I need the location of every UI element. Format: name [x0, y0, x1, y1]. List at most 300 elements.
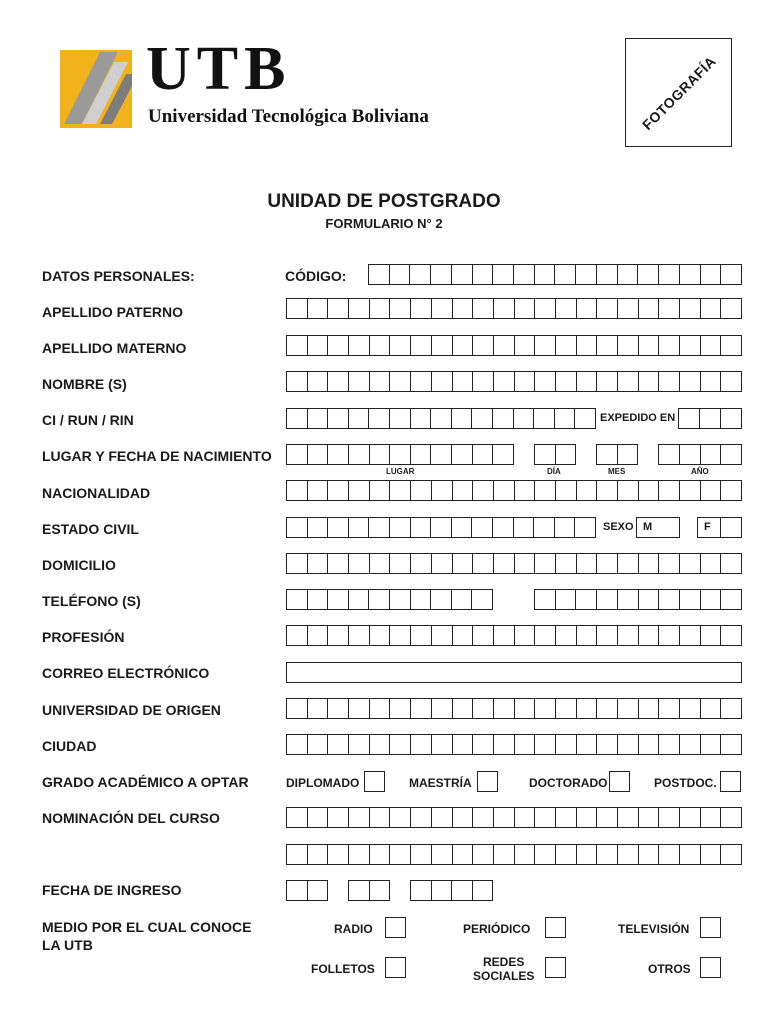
- dia-boxes[interactable]: [534, 444, 576, 465]
- box-cell[interactable]: [390, 480, 411, 501]
- box-cell[interactable]: [432, 625, 453, 646]
- telefono-1-boxes[interactable]: [286, 589, 493, 610]
- box-cell[interactable]: [556, 371, 577, 392]
- folletos-checkbox[interactable]: [385, 957, 406, 978]
- box-cell[interactable]: [453, 335, 474, 356]
- box-cell[interactable]: [597, 264, 618, 285]
- box-cell[interactable]: [639, 335, 660, 356]
- box-cell[interactable]: [515, 371, 536, 392]
- box-cell[interactable]: [349, 335, 370, 356]
- sexo-f-box[interactable]: [720, 517, 742, 538]
- box-cell[interactable]: [308, 553, 329, 574]
- box-cell[interactable]: [556, 844, 577, 865]
- box-cell[interactable]: [432, 698, 453, 719]
- box-cell[interactable]: [349, 880, 370, 901]
- codigo-boxes[interactable]: [368, 264, 742, 285]
- box-cell[interactable]: [494, 844, 515, 865]
- box-cell[interactable]: [453, 553, 474, 574]
- box-cell[interactable]: [431, 264, 452, 285]
- box-cell[interactable]: [453, 298, 474, 319]
- box-cell[interactable]: [287, 335, 308, 356]
- box-cell[interactable]: [555, 408, 576, 429]
- box-cell[interactable]: [721, 335, 742, 356]
- box-cell[interactable]: [370, 807, 391, 828]
- box-cell[interactable]: [308, 480, 329, 501]
- box-cell[interactable]: [370, 444, 391, 465]
- box-cell[interactable]: [638, 264, 659, 285]
- ingreso-dia-boxes[interactable]: [286, 880, 328, 901]
- box-cell[interactable]: [515, 807, 536, 828]
- box-cell[interactable]: [432, 371, 453, 392]
- box-cell[interactable]: [493, 444, 514, 465]
- profesion-boxes[interactable]: [286, 625, 742, 646]
- box-cell[interactable]: [597, 844, 618, 865]
- box-cell[interactable]: [390, 408, 411, 429]
- box-cell[interactable]: [701, 625, 722, 646]
- box-cell[interactable]: [410, 264, 431, 285]
- box-cell[interactable]: [701, 734, 722, 755]
- box-cell[interactable]: [721, 807, 742, 828]
- box-cell[interactable]: [349, 698, 370, 719]
- box-cell[interactable]: [535, 371, 556, 392]
- box-cell[interactable]: [701, 844, 722, 865]
- box-cell[interactable]: [680, 371, 701, 392]
- box-cell[interactable]: [370, 335, 391, 356]
- box-cell[interactable]: [473, 371, 494, 392]
- correo-field[interactable]: [286, 662, 742, 683]
- box-cell[interactable]: [659, 807, 680, 828]
- box-cell[interactable]: [349, 444, 370, 465]
- photo-box[interactable]: [625, 38, 732, 147]
- box-cell[interactable]: [432, 807, 453, 828]
- box-cell[interactable]: [659, 589, 680, 610]
- box-cell[interactable]: [575, 408, 596, 429]
- box-cell[interactable]: [473, 734, 494, 755]
- box-cell[interactable]: [411, 625, 432, 646]
- box-cell[interactable]: [535, 335, 556, 356]
- box-cell[interactable]: [556, 444, 577, 465]
- box-cell[interactable]: [577, 480, 598, 501]
- box-cell[interactable]: [597, 480, 618, 501]
- box-cell[interactable]: [432, 880, 453, 901]
- box-cell[interactable]: [411, 698, 432, 719]
- box-cell[interactable]: [721, 589, 742, 610]
- box-cell[interactable]: [287, 734, 308, 755]
- box-cell[interactable]: [473, 807, 494, 828]
- box-cell[interactable]: [535, 698, 556, 719]
- box-cell[interactable]: [453, 698, 474, 719]
- box-cell[interactable]: [308, 517, 329, 538]
- box-cell[interactable]: [701, 553, 722, 574]
- box-cell[interactable]: [577, 807, 598, 828]
- box-cell[interactable]: [618, 298, 639, 319]
- box-cell[interactable]: [577, 371, 598, 392]
- box-cell[interactable]: [701, 480, 722, 501]
- box-cell[interactable]: [514, 264, 535, 285]
- box-cell[interactable]: [618, 371, 639, 392]
- box-cell[interactable]: [473, 264, 494, 285]
- box-cell[interactable]: [535, 480, 556, 501]
- box-cell[interactable]: [308, 408, 329, 429]
- box-cell[interactable]: [721, 625, 742, 646]
- box-cell[interactable]: [618, 264, 639, 285]
- box-cell[interactable]: [411, 408, 432, 429]
- box-cell[interactable]: [308, 625, 329, 646]
- box-cell[interactable]: [515, 625, 536, 646]
- ci-boxes[interactable]: [286, 408, 596, 429]
- box-cell[interactable]: [328, 298, 349, 319]
- box-cell[interactable]: [556, 335, 577, 356]
- box-cell[interactable]: [308, 444, 329, 465]
- box-cell[interactable]: [639, 625, 660, 646]
- box-cell[interactable]: [473, 880, 494, 901]
- box-cell[interactable]: [287, 444, 308, 465]
- box-cell[interactable]: [534, 517, 555, 538]
- sexo-m-box[interactable]: [636, 517, 680, 538]
- box-cell[interactable]: [556, 589, 577, 610]
- box-cell[interactable]: [618, 844, 639, 865]
- box-cell[interactable]: [453, 844, 474, 865]
- lugar-boxes[interactable]: [286, 444, 514, 465]
- box-cell[interactable]: [287, 589, 308, 610]
- box-cell[interactable]: [639, 553, 660, 574]
- box-cell[interactable]: [452, 444, 473, 465]
- box-cell[interactable]: [701, 298, 722, 319]
- box-cell[interactable]: [432, 335, 453, 356]
- universidad-origen-boxes[interactable]: [286, 698, 742, 719]
- box-cell[interactable]: [328, 807, 349, 828]
- box-cell[interactable]: [431, 408, 452, 429]
- box-cell[interactable]: [411, 480, 432, 501]
- expedido-en-boxes[interactable]: [678, 408, 742, 429]
- box-cell[interactable]: [680, 264, 701, 285]
- box-cell[interactable]: [370, 298, 391, 319]
- box-cell[interactable]: [390, 589, 411, 610]
- box-cell[interactable]: [494, 734, 515, 755]
- diplomado-checkbox[interactable]: [364, 771, 385, 792]
- box-cell[interactable]: [701, 589, 722, 610]
- box-cell[interactable]: [535, 589, 556, 610]
- box-cell[interactable]: [390, 517, 411, 538]
- box-cell[interactable]: [369, 264, 390, 285]
- box-cell[interactable]: [472, 517, 493, 538]
- box-cell[interactable]: [514, 517, 535, 538]
- box-cell[interactable]: [597, 553, 618, 574]
- box-cell[interactable]: [535, 264, 556, 285]
- box-cell[interactable]: [701, 698, 722, 719]
- box-cell[interactable]: [680, 298, 701, 319]
- box-cell[interactable]: [577, 844, 598, 865]
- box-cell[interactable]: [432, 480, 453, 501]
- box-cell[interactable]: [370, 480, 391, 501]
- box-cell[interactable]: [577, 734, 598, 755]
- box-cell[interactable]: [535, 625, 556, 646]
- box-cell[interactable]: [556, 298, 577, 319]
- box-cell[interactable]: [308, 335, 329, 356]
- box-cell[interactable]: [287, 698, 308, 719]
- box-cell[interactable]: [556, 734, 577, 755]
- box-cell[interactable]: [618, 589, 639, 610]
- box-cell[interactable]: [328, 553, 349, 574]
- box-cell[interactable]: [659, 444, 680, 465]
- apellido-materno-boxes[interactable]: [286, 335, 742, 356]
- box-cell[interactable]: [369, 408, 390, 429]
- box-cell[interactable]: [308, 298, 329, 319]
- box-cell[interactable]: [680, 698, 701, 719]
- box-cell[interactable]: [453, 807, 474, 828]
- box-cell[interactable]: [328, 408, 349, 429]
- box-cell[interactable]: [639, 807, 660, 828]
- box-cell[interactable]: [701, 444, 722, 465]
- box-cell[interactable]: [473, 444, 494, 465]
- redes-sociales-checkbox[interactable]: [545, 957, 566, 978]
- box-cell[interactable]: [494, 335, 515, 356]
- box-cell[interactable]: [618, 625, 639, 646]
- box-cell[interactable]: [556, 553, 577, 574]
- box-cell[interactable]: [370, 880, 391, 901]
- box-cell[interactable]: [287, 480, 308, 501]
- box-cell[interactable]: [577, 625, 598, 646]
- box-cell[interactable]: [515, 335, 536, 356]
- box-cell[interactable]: [370, 844, 391, 865]
- box-cell[interactable]: [535, 553, 556, 574]
- box-cell[interactable]: [494, 807, 515, 828]
- box-cell[interactable]: [555, 517, 576, 538]
- box-cell[interactable]: [597, 807, 618, 828]
- box-cell[interactable]: [349, 553, 370, 574]
- box-cell[interactable]: [515, 734, 536, 755]
- nombre-boxes[interactable]: [286, 371, 742, 392]
- box-cell[interactable]: [390, 553, 411, 574]
- box-cell[interactable]: [577, 553, 598, 574]
- box-cell[interactable]: [390, 264, 411, 285]
- box-cell[interactable]: [659, 335, 680, 356]
- box-cell[interactable]: [721, 844, 742, 865]
- box-cell[interactable]: [721, 298, 742, 319]
- box-cell[interactable]: [370, 371, 391, 392]
- box-cell[interactable]: [370, 734, 391, 755]
- anio-boxes[interactable]: [658, 444, 742, 465]
- box-cell[interactable]: [287, 880, 308, 901]
- box-cell[interactable]: [680, 480, 701, 501]
- box-cell[interactable]: [494, 698, 515, 719]
- box-cell[interactable]: [369, 517, 390, 538]
- box-cell[interactable]: [349, 807, 370, 828]
- box-cell[interactable]: [494, 553, 515, 574]
- box-cell[interactable]: [473, 298, 494, 319]
- box-cell[interactable]: [700, 408, 721, 429]
- box-cell[interactable]: [390, 444, 411, 465]
- box-cell[interactable]: [349, 371, 370, 392]
- box-cell[interactable]: [515, 698, 536, 719]
- box-cell[interactable]: [659, 553, 680, 574]
- box-cell[interactable]: [473, 844, 494, 865]
- box-cell[interactable]: [597, 698, 618, 719]
- box-cell[interactable]: [472, 408, 493, 429]
- box-cell[interactable]: [390, 698, 411, 719]
- box-cell[interactable]: [411, 880, 432, 901]
- box-cell[interactable]: [431, 517, 452, 538]
- box-cell[interactable]: [659, 298, 680, 319]
- box-cell[interactable]: [431, 589, 452, 610]
- box-cell[interactable]: [308, 844, 329, 865]
- box-cell[interactable]: [308, 698, 329, 719]
- box-cell[interactable]: [390, 734, 411, 755]
- box-cell[interactable]: [679, 408, 700, 429]
- box-cell[interactable]: [575, 517, 596, 538]
- box-cell[interactable]: [701, 264, 722, 285]
- box-cell[interactable]: [411, 444, 432, 465]
- box-cell[interactable]: [515, 553, 536, 574]
- box-cell[interactable]: [493, 517, 514, 538]
- box-cell[interactable]: [349, 517, 370, 538]
- box-cell[interactable]: [494, 480, 515, 501]
- box-cell[interactable]: [349, 298, 370, 319]
- postdoc-checkbox[interactable]: [720, 771, 741, 792]
- box-cell[interactable]: [390, 335, 411, 356]
- box-cell[interactable]: [287, 625, 308, 646]
- box-cell[interactable]: [597, 371, 618, 392]
- box-cell[interactable]: [328, 625, 349, 646]
- box-cell[interactable]: [308, 734, 329, 755]
- ingreso-anio-boxes[interactable]: [410, 880, 493, 901]
- box-cell[interactable]: [328, 335, 349, 356]
- box-cell[interactable]: [473, 625, 494, 646]
- box-cell[interactable]: [328, 844, 349, 865]
- box-cell[interactable]: [680, 444, 701, 465]
- box-cell[interactable]: [659, 264, 680, 285]
- box-cell[interactable]: [680, 844, 701, 865]
- box-cell[interactable]: [287, 408, 308, 429]
- box-cell[interactable]: [452, 880, 473, 901]
- box-cell[interactable]: [308, 880, 329, 901]
- box-cell[interactable]: [494, 371, 515, 392]
- box-cell[interactable]: [618, 807, 639, 828]
- box-cell[interactable]: [390, 371, 411, 392]
- box-cell[interactable]: [287, 298, 308, 319]
- box-cell[interactable]: [411, 807, 432, 828]
- box-cell[interactable]: [349, 625, 370, 646]
- box-cell[interactable]: [453, 625, 474, 646]
- box-cell[interactable]: [390, 298, 411, 319]
- box-cell[interactable]: [556, 807, 577, 828]
- maestria-checkbox[interactable]: [477, 771, 498, 792]
- box-cell[interactable]: [535, 807, 556, 828]
- box-cell[interactable]: [349, 480, 370, 501]
- box-cell[interactable]: [534, 408, 555, 429]
- box-cell[interactable]: [369, 589, 390, 610]
- box-cell[interactable]: [390, 625, 411, 646]
- apellido-paterno-boxes[interactable]: [286, 298, 742, 319]
- box-cell[interactable]: [473, 553, 494, 574]
- box-cell[interactable]: [659, 698, 680, 719]
- box-cell[interactable]: [721, 444, 742, 465]
- box-cell[interactable]: [328, 444, 349, 465]
- box-cell[interactable]: [639, 844, 660, 865]
- box-cell[interactable]: [494, 625, 515, 646]
- box-cell[interactable]: [411, 517, 432, 538]
- box-cell[interactable]: [494, 298, 515, 319]
- radio-checkbox[interactable]: [385, 917, 406, 938]
- box-cell[interactable]: [618, 553, 639, 574]
- ingreso-mes-boxes[interactable]: [348, 880, 390, 901]
- television-checkbox[interactable]: [700, 917, 721, 938]
- box-cell[interactable]: [535, 298, 556, 319]
- box-cell[interactable]: [721, 553, 742, 574]
- box-cell[interactable]: [577, 298, 598, 319]
- box-cell[interactable]: [287, 807, 308, 828]
- domicilio-boxes[interactable]: [286, 553, 742, 574]
- box-cell[interactable]: [597, 625, 618, 646]
- box-cell[interactable]: [432, 553, 453, 574]
- nominacion-curso-boxes-2[interactable]: [286, 844, 742, 865]
- box-cell[interactable]: [515, 844, 536, 865]
- box-cell[interactable]: [349, 734, 370, 755]
- otros-checkbox[interactable]: [700, 957, 721, 978]
- box-cell[interactable]: [721, 408, 742, 429]
- box-cell[interactable]: [287, 553, 308, 574]
- box-cell[interactable]: [597, 298, 618, 319]
- sexo-f-letter-box[interactable]: [697, 517, 721, 538]
- box-cell[interactable]: [515, 298, 536, 319]
- box-cell[interactable]: [473, 480, 494, 501]
- box-cell[interactable]: [328, 698, 349, 719]
- periodico-checkbox[interactable]: [545, 917, 566, 938]
- box-cell[interactable]: [411, 298, 432, 319]
- box-cell[interactable]: [493, 264, 514, 285]
- box-cell[interactable]: [308, 589, 329, 610]
- box-cell[interactable]: [411, 734, 432, 755]
- box-cell[interactable]: [287, 844, 308, 865]
- box-cell[interactable]: [680, 734, 701, 755]
- box-cell[interactable]: [432, 298, 453, 319]
- box-cell[interactable]: [452, 589, 473, 610]
- box-cell[interactable]: [328, 734, 349, 755]
- box-cell[interactable]: [493, 408, 514, 429]
- box-cell[interactable]: [680, 807, 701, 828]
- box-cell[interactable]: [473, 335, 494, 356]
- box-cell[interactable]: [452, 408, 473, 429]
- box-cell[interactable]: [680, 335, 701, 356]
- box-cell[interactable]: [411, 335, 432, 356]
- box-cell[interactable]: [597, 444, 618, 465]
- box-cell[interactable]: [639, 298, 660, 319]
- box-cell[interactable]: [535, 444, 556, 465]
- box-cell[interactable]: [639, 371, 660, 392]
- telefono-2-boxes[interactable]: [534, 589, 742, 610]
- nominacion-curso-boxes-1[interactable]: [286, 807, 742, 828]
- box-cell[interactable]: [452, 264, 473, 285]
- box-cell[interactable]: [370, 625, 391, 646]
- box-cell[interactable]: [701, 807, 722, 828]
- box-cell[interactable]: [328, 517, 349, 538]
- doctorado-checkbox[interactable]: [609, 771, 630, 792]
- box-cell[interactable]: [618, 698, 639, 719]
- box-cell[interactable]: [577, 698, 598, 719]
- box-cell[interactable]: [515, 480, 536, 501]
- box-cell[interactable]: [431, 444, 452, 465]
- box-cell[interactable]: [721, 698, 742, 719]
- box-cell[interactable]: [453, 480, 474, 501]
- box-cell[interactable]: [597, 335, 618, 356]
- box-cell[interactable]: [432, 844, 453, 865]
- box-cell[interactable]: [349, 589, 370, 610]
- box-cell[interactable]: [411, 371, 432, 392]
- box-cell[interactable]: [556, 698, 577, 719]
- box-cell[interactable]: [535, 844, 556, 865]
- box-cell[interactable]: [370, 698, 391, 719]
- box-cell[interactable]: [576, 589, 597, 610]
